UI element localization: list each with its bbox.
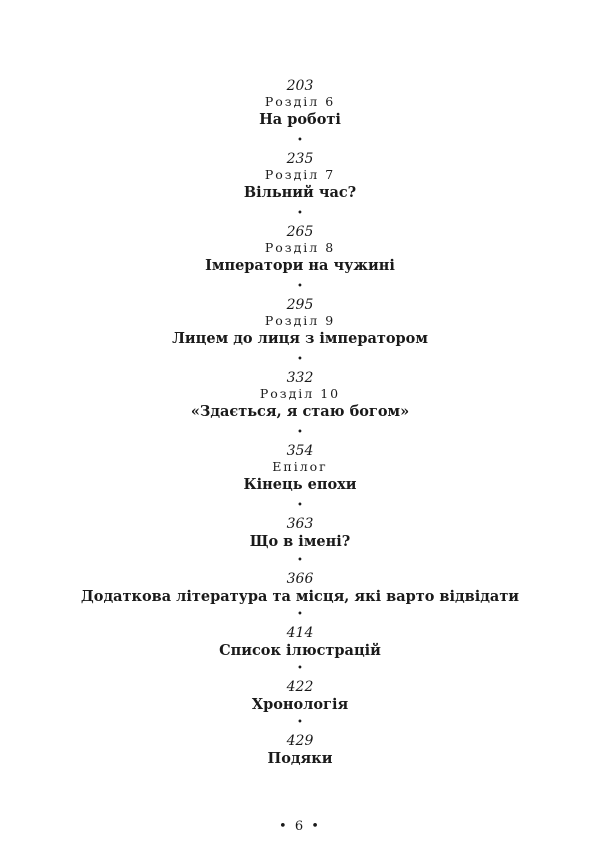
toc-title: Кінець епохи bbox=[243, 476, 357, 493]
toc-title: Додаткова література та місця, які варто відвідати bbox=[80, 588, 520, 605]
toc-chapter-label: Епілог bbox=[272, 459, 328, 474]
toc-separator: • bbox=[297, 427, 303, 438]
toc-page-number: 354 bbox=[286, 443, 314, 459]
toc-title: Вільний час? bbox=[243, 184, 357, 201]
toc-separator: • bbox=[297, 555, 303, 566]
toc-title: Імператори на чужині bbox=[205, 257, 395, 274]
toc-title: Подяки bbox=[267, 750, 333, 767]
toc-separator: • bbox=[297, 500, 303, 511]
toc-separator: • bbox=[297, 609, 303, 620]
toc-chapter-label: Розділ 6 bbox=[264, 94, 336, 109]
footer-bullet-right: • bbox=[311, 819, 321, 834]
toc-separator: • bbox=[297, 717, 303, 728]
page-footer bbox=[0, 819, 600, 835]
footer-bullet-left: • bbox=[279, 819, 289, 834]
toc-title: «Здається, я стаю богом» bbox=[190, 403, 410, 420]
toc-page-number: 366 bbox=[286, 571, 314, 587]
toc-entry bbox=[0, 443, 600, 495]
footer-page-number: 6 bbox=[294, 819, 306, 834]
toc-separator: • bbox=[297, 135, 303, 146]
toc-page-number: 414 bbox=[286, 625, 314, 641]
toc-title: Список ілюстрацій bbox=[219, 642, 381, 659]
toc-page-number: 429 bbox=[286, 733, 314, 749]
toc-page-number: 422 bbox=[286, 679, 314, 695]
toc-entry bbox=[0, 625, 600, 661]
toc-chapter-label: Розділ 7 bbox=[264, 167, 336, 182]
toc-separator: • bbox=[297, 354, 303, 365]
toc-page-number: 235 bbox=[286, 151, 314, 167]
toc-entry bbox=[0, 297, 600, 349]
toc-entry bbox=[0, 151, 600, 203]
toc-entry bbox=[0, 516, 600, 552]
toc-entry bbox=[0, 224, 600, 276]
toc-title: На роботі bbox=[259, 111, 341, 128]
toc-page-number: 265 bbox=[286, 224, 314, 240]
toc-chapter-label: Розділ 10 bbox=[259, 386, 341, 401]
toc-entry bbox=[0, 370, 600, 422]
toc-entry bbox=[0, 571, 600, 607]
toc-chapter-label: Розділ 8 bbox=[264, 240, 336, 255]
toc-entry bbox=[0, 733, 600, 769]
toc-title: Лицем до лиця з імператором bbox=[172, 330, 428, 347]
toc-separator: • bbox=[297, 281, 303, 292]
toc-entry bbox=[0, 679, 600, 715]
toc-page-number: 203 bbox=[286, 78, 314, 94]
toc-page-number: 295 bbox=[286, 297, 314, 313]
toc-page-number: 363 bbox=[286, 516, 314, 532]
toc-title: Що в імені? bbox=[249, 533, 351, 550]
toc-separator: • bbox=[297, 663, 303, 674]
toc-entry bbox=[0, 78, 600, 130]
toc-page-number: 332 bbox=[286, 370, 314, 386]
toc-separator: • bbox=[297, 208, 303, 219]
toc-chapter-label: Розділ 9 bbox=[264, 313, 336, 328]
toc-title: Хронологія bbox=[251, 696, 349, 713]
